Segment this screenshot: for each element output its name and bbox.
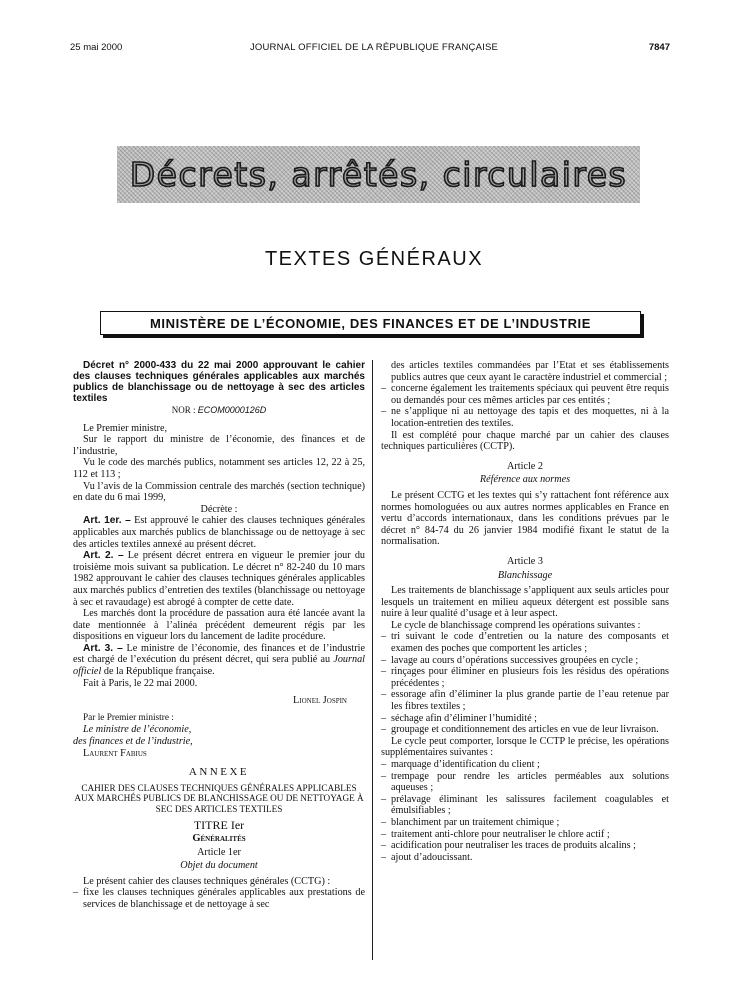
paragraph: Les marchés dont la procédure de passation aura été lancée avant la date mentionnée à l’alinéa précédent demeurent régis par les dispositions en vigueur lors du lancement de ladite procédure. [73, 608, 365, 643]
list-item: – groupage et conditionnement des articles en vue de leur livraison. [381, 724, 669, 736]
article-subheading: Référence aux normes [479, 474, 571, 486]
decrete-heading: Décrète : [200, 503, 238, 515]
paragraph: Fait à Paris, le 22 mai 2000. [83, 677, 198, 689]
cycle-list [381, 631, 669, 735]
annexe-title: CAHIER DES CLAUSES TECHNIQUES GÉNÉRALES APPLICABLES AUX MARCHÉS PUBLICS DE BLANCHISSAGE OU DE NETTOYAGE À SEC DES ARTICLES TEXTILES [74, 782, 364, 814]
list-item: – concerne également les traitements spéciaux qui peuvent être requis ou demandés pour ces mêmes articles par ces entités ; [381, 383, 669, 406]
running-header [0, 42, 748, 56]
list-item: – marquage d’identification du client ; [381, 759, 669, 771]
paragraph: Le cycle peut comporter, lorsque le CCTP le précise, les opérations supplémentaires suivantes : [381, 735, 669, 759]
article-label: Art. 1er. – [83, 515, 131, 527]
nor-label: NOR : [171, 405, 196, 415]
journal-officiel-ref: Journal officiel [73, 654, 366, 678]
paragraph: Vu le code des marchés publics, notamment ses articles 12, 22 à 25, 112 et 113 ; [73, 457, 365, 480]
signature-minister: Laurent Fabius [83, 747, 147, 759]
list-item: – tri suivant le code d’entretien ou la nature des composants et examen des poches que comportent les articles ; [381, 631, 669, 654]
annexe-heading: ANNEXE [188, 766, 250, 779]
paragraph: des finances et de l’industrie, [73, 736, 193, 748]
generalites-heading: Généralités [192, 832, 246, 844]
article-subheading: Blanchissage [497, 569, 553, 581]
paragraph: Sur le rapport du ministre de l’économie, des finances et de l’industrie, [73, 434, 365, 457]
list-item: – fixe les clauses techniques générales applicables aux prestations de services de blanchissage et de nettoyage à sec [73, 887, 365, 910]
article-1-text [73, 515, 365, 550]
paragraph: des articles textiles commandées par l’Etat et ses établissements publics autres que ceux ayant le caractère industriel et commercial ; [391, 360, 669, 383]
section-title: TEXTES GÉNÉRAUX [264, 248, 484, 270]
list-item: – rinçages pour éliminer en plusieurs fois les résidus des opérations précédentes ; [381, 666, 669, 689]
article-body: Le ministre de l’économie, des finances et de l’industrie est chargé de l’exécution du présent décret, qui sera publié au [73, 642, 366, 666]
ministry-heading: MINISTÈRE DE L’ÉCONOMIE, DES FINANCES ET DE L’INDUSTRIE [100, 311, 641, 335]
paragraph: Le présent cahier des clauses techniques générales (CCTG) : [83, 875, 331, 887]
article-body: Le présent décret entrera en vigueur le premier jour du troisième mois suivant sa publication. Le décret n° 82-240 du 10 mars 1982 approuvant le cahier des clauses techniques générales applicables aux marchés publics d’entretien des textiles (blanchissage ou nettoyage à sec et ravaudage) est abrogé à compter de cette date. [73, 550, 366, 608]
supplementary-list [381, 759, 669, 863]
paragraph: Le Premier ministre, [83, 422, 168, 434]
article-2-text [73, 550, 365, 608]
article-subheading: Objet du document [180, 860, 258, 872]
paragraph: Le présent CCTG et les textes qui s’y rattachent font référence aux normes homologuées ou aux autres normes applicables en France en vertu d’accords internationaux, dans les conditions prévues par le décret n° 84-74 du 26 janvier 1984 modifié fixant le statut de la normalisation. [381, 489, 669, 548]
titre-heading: TITRE Ier [193, 818, 245, 833]
list-item: – séchage afin d’éliminer l’humidité ; [381, 713, 669, 725]
article-body: Est approuvé le cahier des clauses techniques générales applicables aux marchés publics de blanchissage ou de nettoyage à sec des articles textiles annexé au présent décret. [73, 515, 366, 550]
column-divider [372, 360, 373, 960]
article-heading: Article 1er [197, 846, 241, 858]
article-label: Art. 2. – [83, 550, 124, 562]
nor-code: ECOM0000126D [197, 405, 267, 415]
article-heading: Article 3 [507, 555, 543, 567]
list-item: – acidification pour neutraliser les traces de produits alcalins ; [381, 840, 669, 852]
list-item: – trempage pour rendre les articles perméables aux solutions aqueuses ; [381, 771, 669, 794]
decree-title: Décret n° 2000-433 du 22 mai 2000 approuvant le cahier des clauses techniques générales applicables aux marchés publics de blanchissage ou de nettoyage à sec des articles textiles [73, 360, 365, 404]
section-banner [117, 146, 640, 203]
header-page-number: 7847 [648, 42, 670, 53]
paragraph: Le ministre de l’économie, [83, 724, 192, 736]
paragraph: Les traitements de blanchissage s’appliquent aux seuls articles pour lesquels un traitement en milieu aqueux détergent est possible sans nuire à leur qualité d’usage et à leur aspect. [381, 585, 669, 620]
list-item: – ne s’applique ni au nettoyage des tapis et des moquettes, ni à la location-entretien des textiles. [381, 406, 669, 429]
left-column [73, 360, 365, 910]
paragraph: Vu l’avis de la Commission centrale des marchés (section technique) en date du 6 mai 1999, [73, 480, 365, 504]
list-item: – blanchiment par un traitement chimique ; [381, 817, 669, 829]
nor-reference [73, 405, 365, 417]
list-item: – prélavage éliminant les salissures facilement coagulables et émulsifiables ; [381, 794, 669, 817]
list-item: – ajout d’adoucissant. [381, 852, 669, 864]
list-item: – traitement anti-chlore pour neutraliser le chlore actif ; [381, 829, 669, 841]
paragraph: Il est complété pour chaque marché par un cahier des clauses techniques particulières (CCTP). [381, 429, 669, 453]
banner-title: Décrets, arrêtés, circulaires [129, 155, 628, 194]
article-body: de la République française. [103, 666, 215, 678]
paragraph: Le cycle de blanchissage comprend les opérations suivantes : [391, 619, 641, 631]
article-heading: Article 2 [507, 460, 543, 472]
paragraph: Par le Premier ministre : [83, 712, 174, 723]
right-column [381, 360, 669, 863]
signature-pm: Lionel Jospin [293, 695, 347, 707]
list-item: – lavage au cours d’opérations successives groupées en cycle ; [381, 655, 669, 667]
article-3-text [73, 643, 365, 678]
article-label: Art. 3. – [83, 642, 123, 654]
list-item: – essorage afin d’éliminer la plus grande partie de l’eau retenue par les fibres textiles ; [381, 689, 669, 712]
header-date: 25 mai 2000 [70, 42, 123, 53]
header-journal-title: JOURNAL OFFICIEL DE LA RÉPUBLIQUE FRANÇAISE [249, 42, 499, 53]
